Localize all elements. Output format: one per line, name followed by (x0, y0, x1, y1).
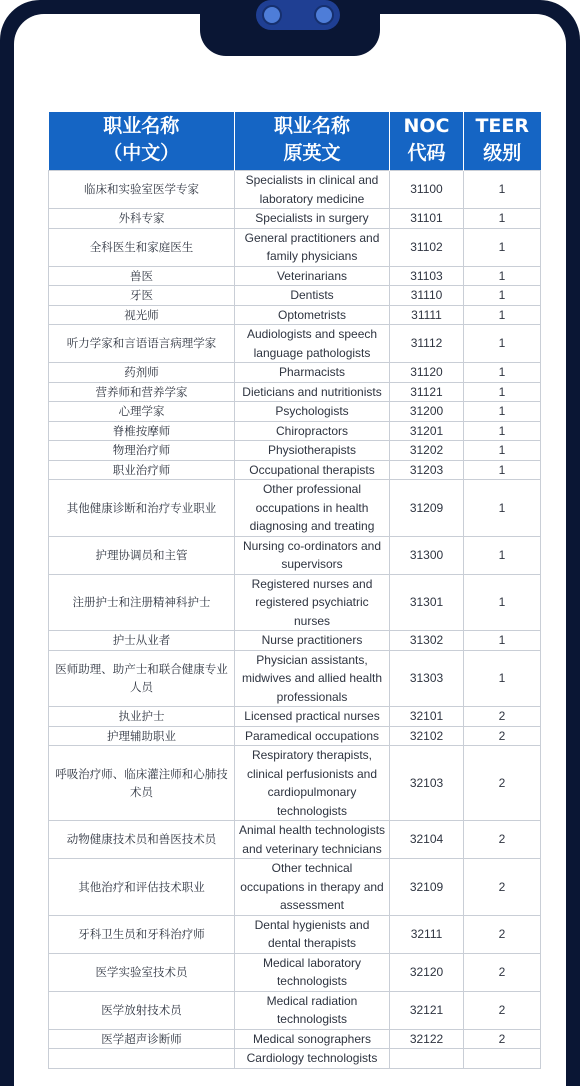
cell-noc-code: 32102 (390, 726, 464, 746)
cell-name-zh: 临床和实验室医学专家 (49, 171, 235, 209)
table-row (49, 707, 541, 727)
cell-name-zh: 牙科卫生员和牙科治疗师 (49, 915, 235, 953)
table-row (49, 460, 541, 480)
cell-name-zh: 心理学家 (49, 402, 235, 422)
cell-name-en: Respiratory therapists, clinical perfusionists and cardiopulmonary technologists (235, 746, 390, 821)
table-row (49, 171, 541, 209)
cell-teer-level: 1 (464, 266, 541, 286)
cell-name-en: Pharmacists (235, 363, 390, 383)
table-row (49, 631, 541, 651)
cell-name-zh: 脊椎按摩师 (49, 421, 235, 441)
table-row (49, 1049, 541, 1069)
cell-teer-level: 1 (464, 574, 541, 631)
cell-name-zh (49, 1049, 235, 1069)
cell-name-en: Dental hygienists and dental therapists (235, 915, 390, 953)
cell-noc-code: 31209 (390, 480, 464, 537)
table-row (49, 266, 541, 286)
cell-teer-level: 1 (464, 305, 541, 325)
table-row (49, 363, 541, 383)
cell-name-zh: 呼吸治疗师、临床灌注师和心肺技术员 (49, 746, 235, 821)
cell-teer-level: 1 (464, 536, 541, 574)
cell-teer-level: 1 (464, 209, 541, 229)
header-line: 代码 (407, 142, 446, 164)
cell-teer-level: 2 (464, 1029, 541, 1049)
cell-name-zh: 医学放射技术员 (49, 991, 235, 1029)
table-row (49, 650, 541, 707)
header-noc (390, 112, 464, 171)
cell-name-en: Occupational therapists (235, 460, 390, 480)
cell-name-en: Specialists in clinical and laboratory medicine (235, 171, 390, 209)
cell-name-en: Physician assistants, midwives and allied health professionals (235, 650, 390, 707)
cell-name-en: Chiropractors (235, 421, 390, 441)
cell-name-zh: 营养师和营养学家 (49, 382, 235, 402)
cell-teer-level: 1 (464, 402, 541, 422)
cell-name-en: General practitioners and family physicians (235, 228, 390, 266)
cell-teer-level: 2 (464, 726, 541, 746)
header-name-zh (49, 112, 235, 171)
table-row (49, 536, 541, 574)
table-row (49, 859, 541, 916)
cell-name-zh: 其他健康诊断和治疗专业职业 (49, 480, 235, 537)
cell-noc-code: 31111 (390, 305, 464, 325)
cell-teer-level: 1 (464, 441, 541, 461)
table-row (49, 402, 541, 422)
table-row (49, 746, 541, 821)
header-teer (464, 112, 541, 171)
cell-noc-code: 31303 (390, 650, 464, 707)
cell-noc-code: 31203 (390, 460, 464, 480)
cell-name-zh: 医学实验室技术员 (49, 953, 235, 991)
cell-teer-level (464, 1049, 541, 1069)
status-bar (0, 0, 580, 56)
header-line: 职业名称 (273, 115, 350, 137)
cell-teer-level: 1 (464, 228, 541, 266)
wifi-icon (88, 22, 110, 40)
cell-name-en: Physiotherapists (235, 441, 390, 461)
cell-name-zh: 医师助理、助产士和联合健康专业人员 (49, 650, 235, 707)
cell-name-en: Dentists (235, 286, 390, 306)
header-line: NOC (403, 115, 450, 137)
cell-noc-code: 32101 (390, 707, 464, 727)
cell-name-en: Nursing co-ordinators and supervisors (235, 536, 390, 574)
cell-name-zh: 听力学家和言语语言病理学家 (49, 325, 235, 363)
cell-teer-level: 1 (464, 286, 541, 306)
cell-teer-level: 1 (464, 325, 541, 363)
cell-noc-code: 31300 (390, 536, 464, 574)
cell-teer-level: 1 (464, 650, 541, 707)
cell-noc-code: 32109 (390, 859, 464, 916)
cell-noc-code: 31100 (390, 171, 464, 209)
cell-name-en: Specialists in surgery (235, 209, 390, 229)
cell-teer-level: 1 (464, 171, 541, 209)
table-row (49, 574, 541, 631)
cell-teer-level: 2 (464, 859, 541, 916)
cell-name-zh: 动物健康技术员和兽医技术员 (49, 821, 235, 859)
cell-name-en: Cardiology technologists (235, 1049, 390, 1069)
cell-name-en: Medical sonographers (235, 1029, 390, 1049)
cell-name-zh: 职业治疗师 (49, 460, 235, 480)
cell-noc-code: 32104 (390, 821, 464, 859)
cell-name-zh: 执业护士 (49, 707, 235, 727)
cell-name-en: Licensed practical nurses (235, 707, 390, 727)
table-row (49, 228, 541, 266)
screen (14, 14, 566, 1086)
table-row (49, 209, 541, 229)
cell-name-zh: 外科专家 (49, 209, 235, 229)
cell-name-zh: 视光师 (49, 305, 235, 325)
cell-teer-level: 1 (464, 421, 541, 441)
cell-name-zh: 兽医 (49, 266, 235, 286)
cell-name-en: Other professional occupations in health diagnosing and treating (235, 480, 390, 537)
cell-noc-code (390, 1049, 464, 1069)
occupation-table (48, 112, 541, 1069)
cell-teer-level: 2 (464, 707, 541, 727)
cell-teer-level: 2 (464, 953, 541, 991)
table-row (49, 821, 541, 859)
cell-name-zh: 医学超声诊断师 (49, 1029, 235, 1049)
cell-noc-code: 32120 (390, 953, 464, 991)
cell-teer-level: 2 (464, 746, 541, 821)
header-line: 原英文 (283, 142, 341, 164)
table-row (49, 421, 541, 441)
table-row (49, 286, 541, 306)
cell-noc-code: 31201 (390, 421, 464, 441)
cell-name-zh: 护士从业者 (49, 631, 235, 651)
cell-noc-code: 32122 (390, 1029, 464, 1049)
cell-name-zh: 其他治疗和评估技术职业 (49, 859, 235, 916)
cell-name-en: Animal health technologists and veterinary technicians (235, 821, 390, 859)
header-line: 职业名称 (103, 115, 180, 137)
cell-teer-level: 2 (464, 821, 541, 859)
cell-noc-code: 32111 (390, 915, 464, 953)
cell-name-en: Nurse practitioners (235, 631, 390, 651)
table-body (49, 171, 541, 1069)
cell-noc-code: 32121 (390, 991, 464, 1029)
cell-name-en: Other technical occupations in therapy and assessment (235, 859, 390, 916)
cell-noc-code: 31120 (390, 363, 464, 383)
cell-noc-code: 31102 (390, 228, 464, 266)
cell-name-zh: 护理协调员和主管 (49, 536, 235, 574)
table-row (49, 441, 541, 461)
table-row (49, 991, 541, 1029)
cell-name-zh: 全科医生和家庭医生 (49, 228, 235, 266)
cell-name-zh: 药剂师 (49, 363, 235, 383)
cell-name-en: Audiologists and speech language pathologists (235, 325, 390, 363)
header-name-en (235, 112, 390, 171)
cell-teer-level: 1 (464, 382, 541, 402)
cell-name-en: Optometrists (235, 305, 390, 325)
cell-name-en: Paramedical occupations (235, 726, 390, 746)
table-row (49, 726, 541, 746)
table-row (49, 1029, 541, 1049)
occupation-table-container[interactable] (48, 112, 540, 1069)
cell-noc-code: 31202 (390, 441, 464, 461)
cell-name-en: Veterinarians (235, 266, 390, 286)
cell-noc-code: 31103 (390, 266, 464, 286)
cell-name-en: Psychologists (235, 402, 390, 422)
cell-teer-level: 1 (464, 363, 541, 383)
cell-name-zh: 护理辅助职业 (49, 726, 235, 746)
cell-noc-code: 31301 (390, 574, 464, 631)
header-line: 级别 (483, 142, 522, 164)
battery-icon (506, 26, 546, 44)
table-row (49, 915, 541, 953)
cell-teer-level: 2 (464, 991, 541, 1029)
cellular-signal-icon (46, 26, 64, 40)
table-row (49, 305, 541, 325)
cell-teer-level: 1 (464, 480, 541, 537)
cell-noc-code: 31302 (390, 631, 464, 651)
table-row (49, 480, 541, 537)
cell-teer-level: 1 (464, 631, 541, 651)
cell-name-en: Medical radiation technologists (235, 991, 390, 1029)
table-header-row (49, 112, 541, 171)
header-line: （中文） (103, 142, 180, 164)
table-row (49, 953, 541, 991)
cell-name-en: Registered nurses and registered psychiatric nurses (235, 574, 390, 631)
cell-name-zh: 注册护士和注册精神科护士 (49, 574, 235, 631)
cell-teer-level: 2 (464, 915, 541, 953)
cell-name-en: Medical laboratory technologists (235, 953, 390, 991)
table-row (49, 382, 541, 402)
cell-name-zh: 牙医 (49, 286, 235, 306)
cell-noc-code: 31110 (390, 286, 464, 306)
header-line: TEER (475, 115, 530, 137)
cell-noc-code: 31112 (390, 325, 464, 363)
cell-noc-code: 32103 (390, 746, 464, 821)
table-row (49, 325, 541, 363)
cell-name-zh: 物理治疗师 (49, 441, 235, 461)
cell-noc-code: 31200 (390, 402, 464, 422)
cell-name-en: Dieticians and nutritionists (235, 382, 390, 402)
cell-noc-code: 31121 (390, 382, 464, 402)
status-time: 11:20 (426, 22, 484, 46)
cell-teer-level: 1 (464, 460, 541, 480)
cell-noc-code: 31101 (390, 209, 464, 229)
